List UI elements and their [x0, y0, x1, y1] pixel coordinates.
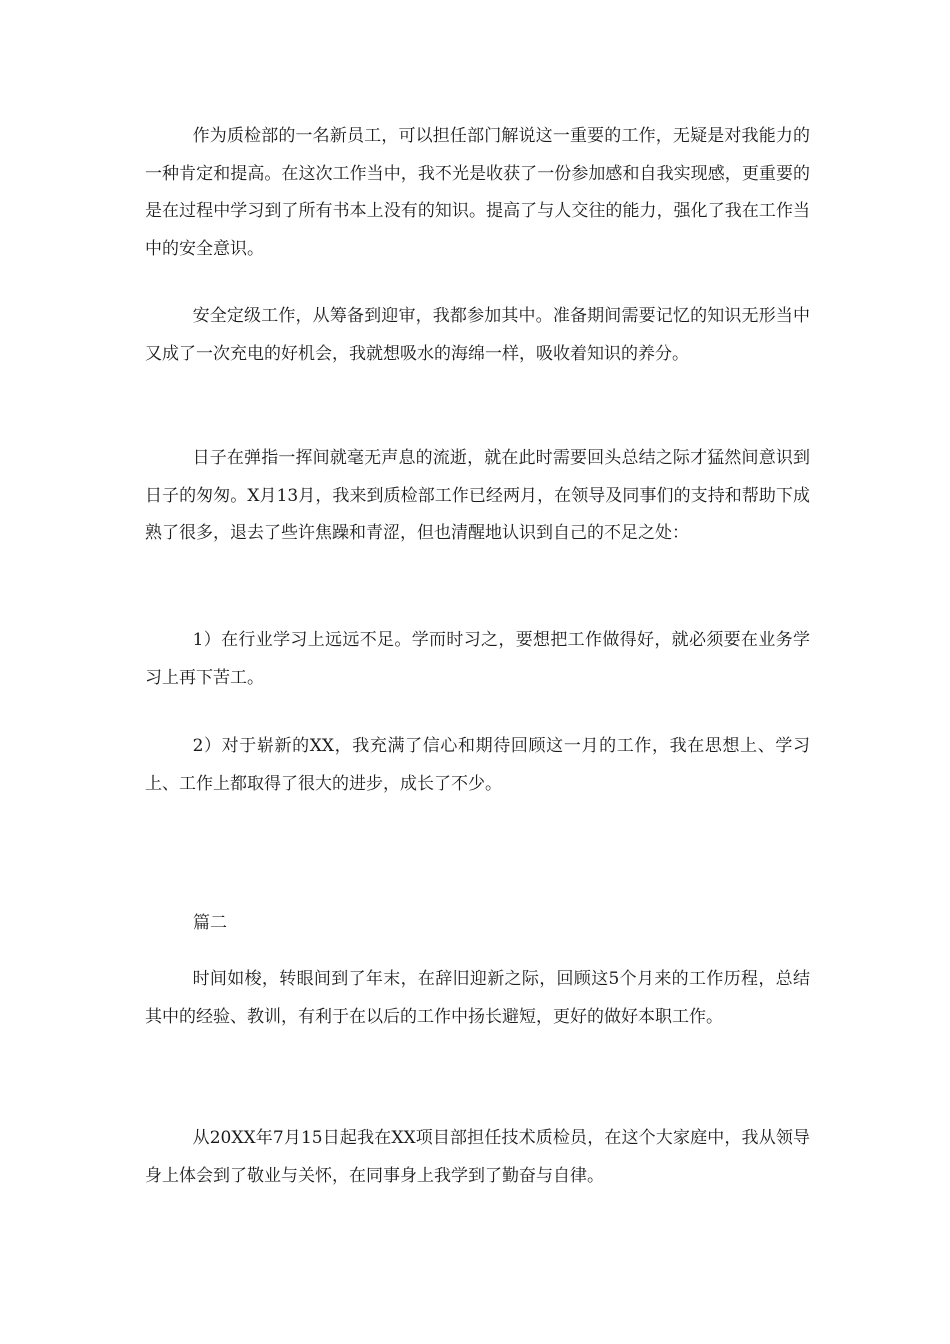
paragraph-3: 日子在弹指一挥间就毫无声息的流逝，就在此时需要回头总结之际才猛然间意识到日子的匆匆。X月13月，我来到质检部工作已经两月，在领导及同事们的支持和帮助下成熟了很多，退去了些许焦躁和青涩，但也清醒地认识到自己的不足之处：	[145, 448, 810, 543]
paragraph-2: 安全定级工作，从筹备到迎审，我都参加其中。准备期间需要记忆的知识无形当中又成了一次充电的好机会，我就想吸水的海绵一样，吸收着知识的养分。	[145, 306, 810, 364]
paragraph-1: 作为质检部的一名新员工，可以担任部门解说这一重要的工作，无疑是对我能力的一种肯定和提高。在这次工作当中，我不光是收获了一份参加感和自我实现感，更重要的是在过程中学习到了所有书本上没有的知识。提高了与人交往的能力，强化了我在工作当中的安全意识。	[145, 126, 810, 259]
section-heading: 篇二	[193, 913, 227, 933]
paragraph-4: 1）在行业学习上远远不足。学而时习之，要想把工作做得好，就必须要在业务学习上再下苦工。	[145, 630, 810, 688]
section-paragraph-2: 从20XX年7月15日起我在XX项目部担任技术质检员，在这个大家庭中，我从领导身上体会到了敬业与关怀，在同事身上我学到了勤奋与自律。	[145, 1128, 810, 1186]
paragraph-5: 2）对于崭新的XX，我充满了信心和期待回顾这一月的工作，我在思想上、学习上、工作上都取得了很大的进步，成长了不少。	[145, 736, 810, 794]
section-paragraph-1: 时间如梭，转眼间到了年末，在辞旧迎新之际，回顾这5个月来的工作历程，总结其中的经验、教训，有利于在以后的工作中扬长避短，更好的做好本职工作。	[145, 969, 810, 1027]
